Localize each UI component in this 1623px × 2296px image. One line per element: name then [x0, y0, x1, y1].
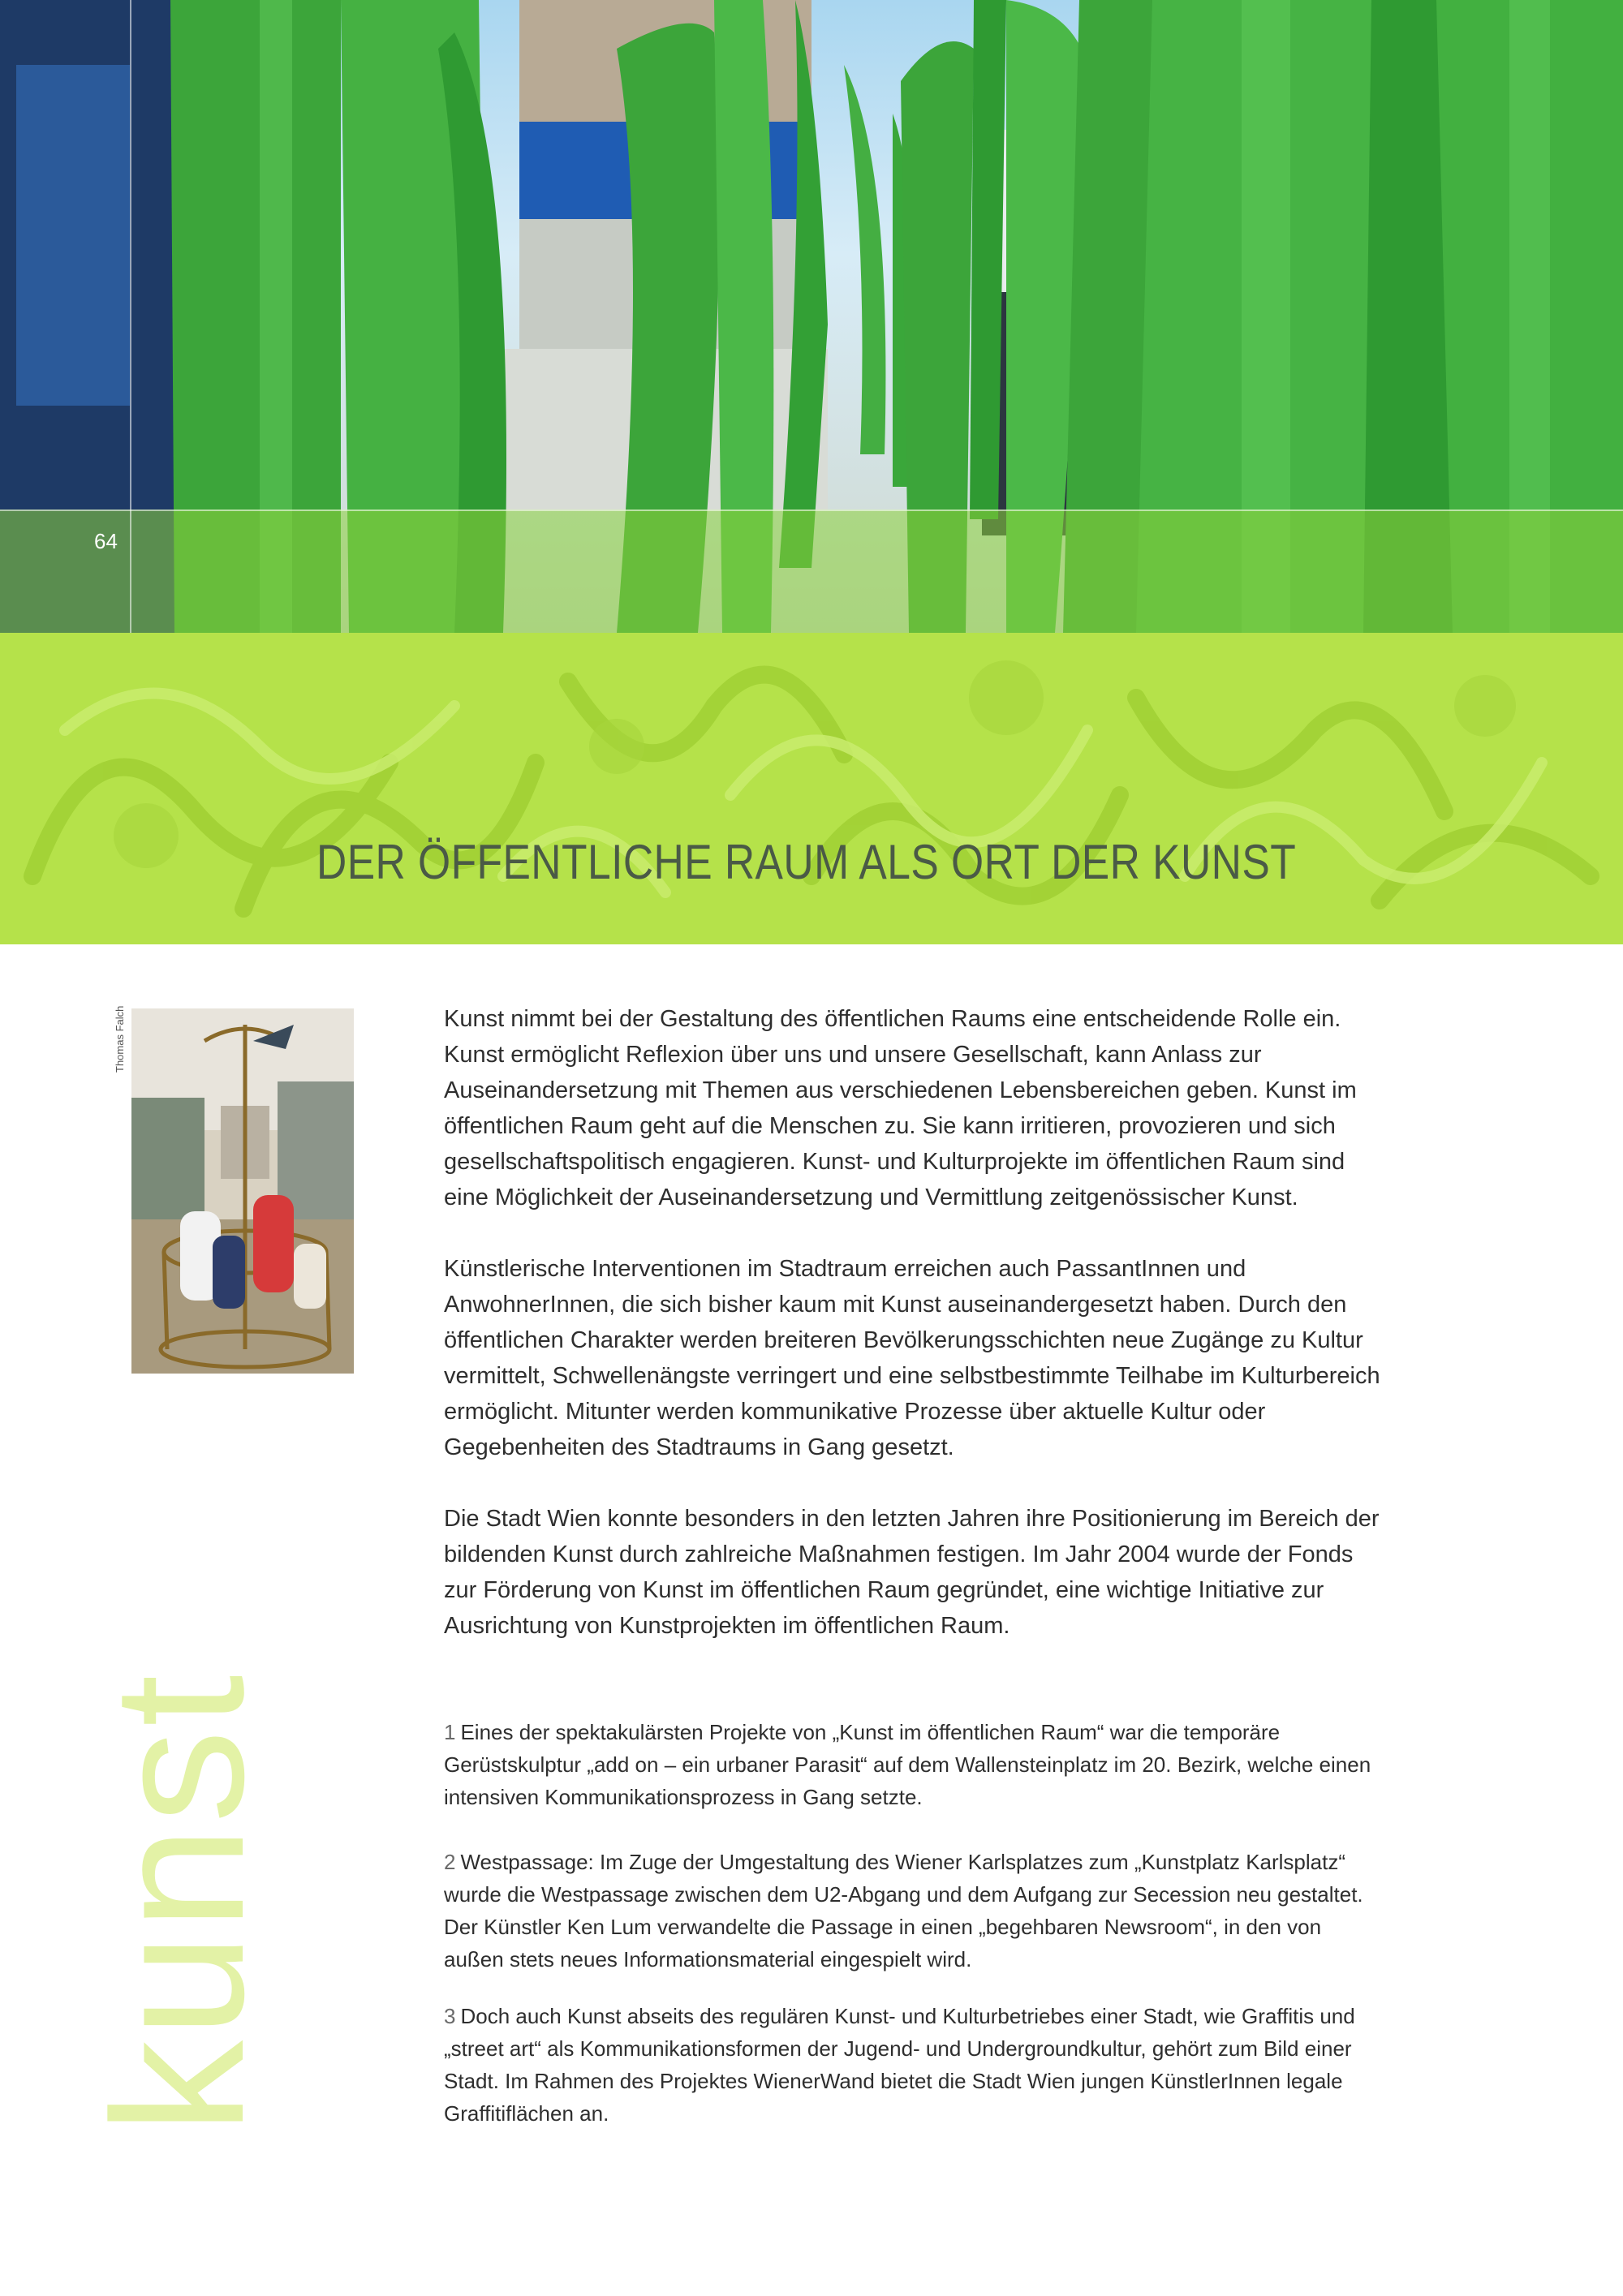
caption-text: Doch auch Kunst abseits des regulären Kunst- und Kulturbetriebes einer Stadt, wie Graffitis und „street art“ als Kommunikationsformen der Jugend- und Undergroundkultur, gehört zum Bild einer Stadt. Im Rahmen des Projektes WienerWand bietet die Stadt Wien jungen KünstlerInnen legale Graffitiflächen an. — [444, 2004, 1355, 2126]
hero-divider-line — [130, 0, 131, 633]
caption-text: Eines der spektakulärsten Projekte von „Kunst im öffentlichen Raum“ war die temporäre Gerüstskulptur „add on – ein urbaner Parasit“ auf dem Wallensteinplatz im 20. Bezirk, welche einen intensiven Kommunikationsprozess in Gang setzte. — [444, 1720, 1371, 1809]
caption-3 — [444, 2000, 1385, 2130]
caption-number: 2 — [444, 1850, 456, 1874]
page-number: 64 — [94, 529, 118, 553]
caption-1 — [444, 1716, 1385, 1813]
graffiti-pattern — [0, 633, 1623, 944]
hero-photo — [0, 0, 1623, 633]
captions — [444, 1716, 1385, 2162]
caption-2 — [444, 1846, 1385, 1976]
page-title: DER ÖFFENTLICHE RAUM ALS ORT DER KUNST — [316, 835, 1297, 889]
caption-number: 3 — [444, 2004, 456, 2028]
graffiti-banner — [0, 633, 1623, 944]
caption-number: 1 — [444, 1720, 456, 1744]
body-text — [444, 1001, 1385, 1679]
side-word-kunst: kunst — [74, 1671, 282, 2134]
body-paragraph: Künstlerische Interventionen im Stadtraum erreichen auch PassantInnen und AnwohnerInnen, die sich bisher kaum mit Kunst auseinandergesetzt haben. Durch den öffentlichen Charakter werden breiteren Bevölkerungsschichten neue Zugänge zu Kultur vermittelt, Schwellenängste verringert und eine selbstbestimmte Teilhabe im Kulturbereich ermöglicht. Mitunter werden kommunikative Prozesse über aktuelle Kultur oder Gegebenheiten des Stadtraums in Gang gesetzt. — [444, 1256, 1380, 1460]
photo-credit: Thomas Falch — [114, 1005, 126, 1073]
hero-green-band — [0, 510, 1623, 633]
caption-text: Westpassage: Im Zuge der Umgestaltung des Wiener Karlsplatzes zum „Kunstplatz Karlsplatz“ wurde die Westpassage zwischen dem U2-Abgang und dem Aufgang zur Secession neu gestaltet. Der Künstler Ken Lum verwandelte die Passage in einen „begehbaren Newsroom“, in den von außen stets neues Informationsmaterial eingespielt wird. — [444, 1850, 1363, 1971]
carousel-sculpture-photo — [131, 1008, 354, 1374]
body-paragraph: Kunst nimmt bei der Gestaltung des öffentlichen Raums eine entscheidende Rolle ein. Kunst ermöglicht Reflexion über uns und unsere Gesellschaft, kann Anlass zur Auseinandersetzung mit Themen aus verschiedenen Lebensbereichen geben. Kunst im öffentlichen Raum geht auf die Menschen zu. Sie kann irritieren, provozieren und sich gesellschaftspolitisch engagieren. Kunst- und Kulturprojekte im öffentlichen Raum sind eine Möglichkeit der Auseinandersetzung und Vermittlung zeitgenössischer Kunst. — [444, 1006, 1357, 1210]
body-paragraph: Die Stadt Wien konnte besonders in den letzten Jahren ihre Positionierung im Bereich der bildenden Kunst durch zahlreiche Maßnahmen festigen. Im Jahr 2004 wurde der Fonds zur Förderung von Kunst im öffentlichen Raum gegründet, eine wichtige Initiative zur Ausrichtung von Kunstprojekten im öffentlichen Raum. — [444, 1506, 1380, 1639]
